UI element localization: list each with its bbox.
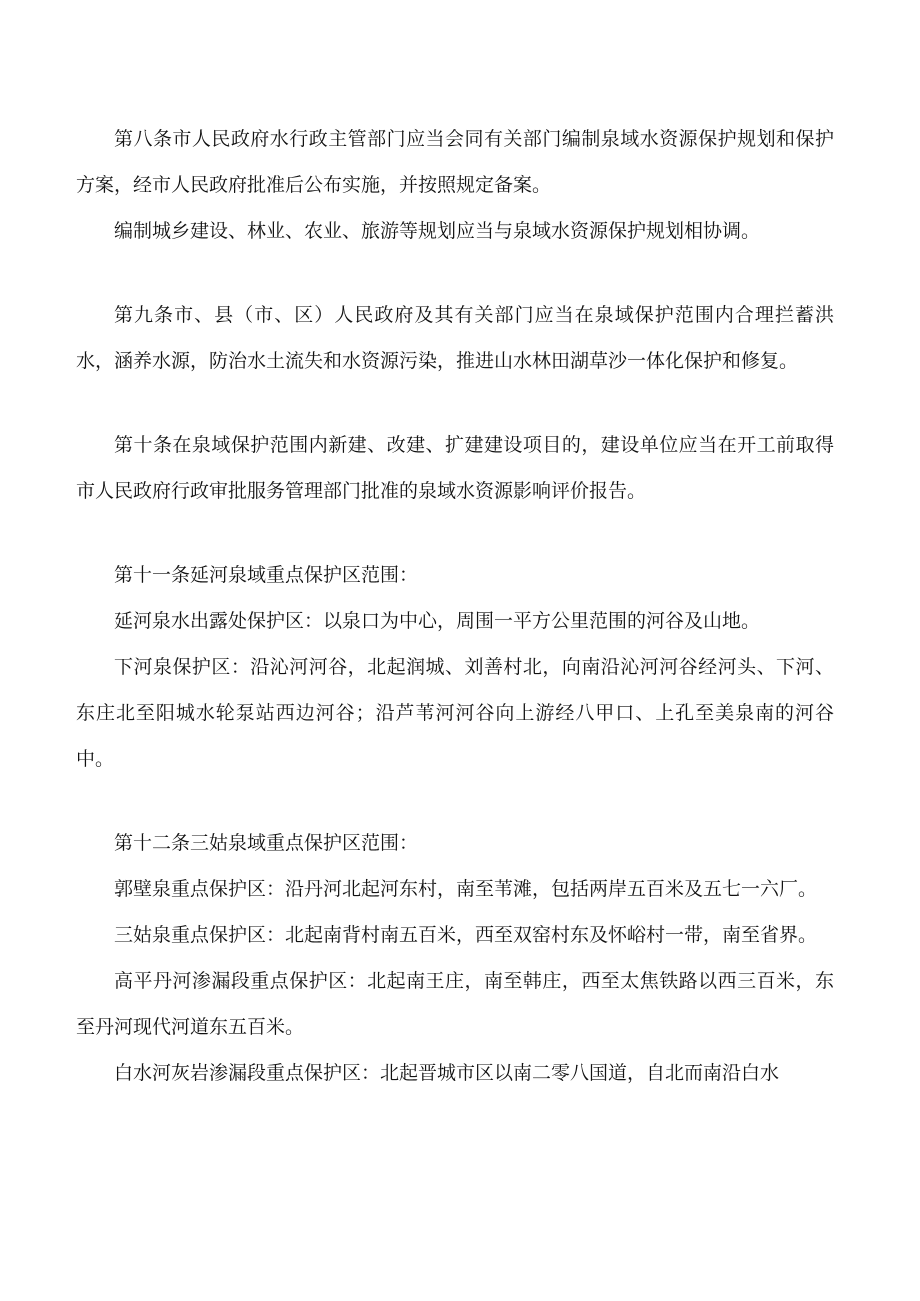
- section-gap: [76, 514, 834, 552]
- section-gap: [76, 254, 834, 292]
- section-gap: [76, 384, 834, 422]
- section-gap: [76, 782, 834, 820]
- document-body: [76, 116, 834, 1096]
- paragraph: 下河泉保护区：沿沁河河谷，北起润城、刘善村北，向南沿沁河河谷经河头、下河、东庄北至阳城水轮泵站西边河谷；沿芦苇河河谷向上游经八甲口、上孔至美泉南的河谷中。: [76, 656, 834, 770]
- paragraph: 白水河灰岩渗漏段重点保护区：北起晋城市区以南二零八国道，自北而南沿白水: [114, 1062, 780, 1084]
- article-11: [76, 552, 834, 782]
- paragraph: 第十一条延河泉域重点保护区范围：: [114, 564, 419, 586]
- article-10: [76, 422, 834, 514]
- paragraph: 郭壁泉重点保护区：沿丹河北起河东村，南至苇滩，包括两岸五百米及五七一六厂。: [114, 878, 818, 900]
- article-8: [76, 116, 834, 254]
- paragraph: 编制城乡建设、林业、农业、旅游等规划应当与泉域水资源保护规划相协调。: [114, 220, 761, 242]
- paragraph: 第十二条三姑泉域重点保护区范围：: [114, 832, 419, 854]
- article-9: [76, 292, 834, 384]
- paragraph: 第九条市、县（市、区）人民政府及其有关部门应当在泉域保护范围内合理拦蓄洪水，涵养水源，防治水土流失和水资源污染，推进山水林田湖草沙一体化保护和修复。: [76, 304, 834, 372]
- paragraph: 第十条在泉域保护范围内新建、改建、扩建建设项目的，建设单位应当在开工前取得市人民政府行政审批服务管理部门批准的泉域水资源影响评价报告。: [76, 434, 834, 502]
- paragraph: 高平丹河渗漏段重点保护区：北起南王庄，南至韩庄，西至太焦铁路以西三百米，东至丹河现代河道东五百米。: [76, 970, 834, 1038]
- paragraph: 三姑泉重点保护区：北起南背村南五百米，西至双窑村东及怀峪村一带，南至省界。: [114, 924, 818, 946]
- paragraph: 延河泉水出露处保护区：以泉口为中心，周围一平方公里范围的河谷及山地。: [114, 610, 761, 632]
- paragraph: 第八条市人民政府水行政主管部门应当会同有关部门编制泉域水资源保护规划和保护方案，经市人民政府批准后公布实施，并按照规定备案。: [76, 128, 834, 196]
- article-12: [76, 820, 834, 1096]
